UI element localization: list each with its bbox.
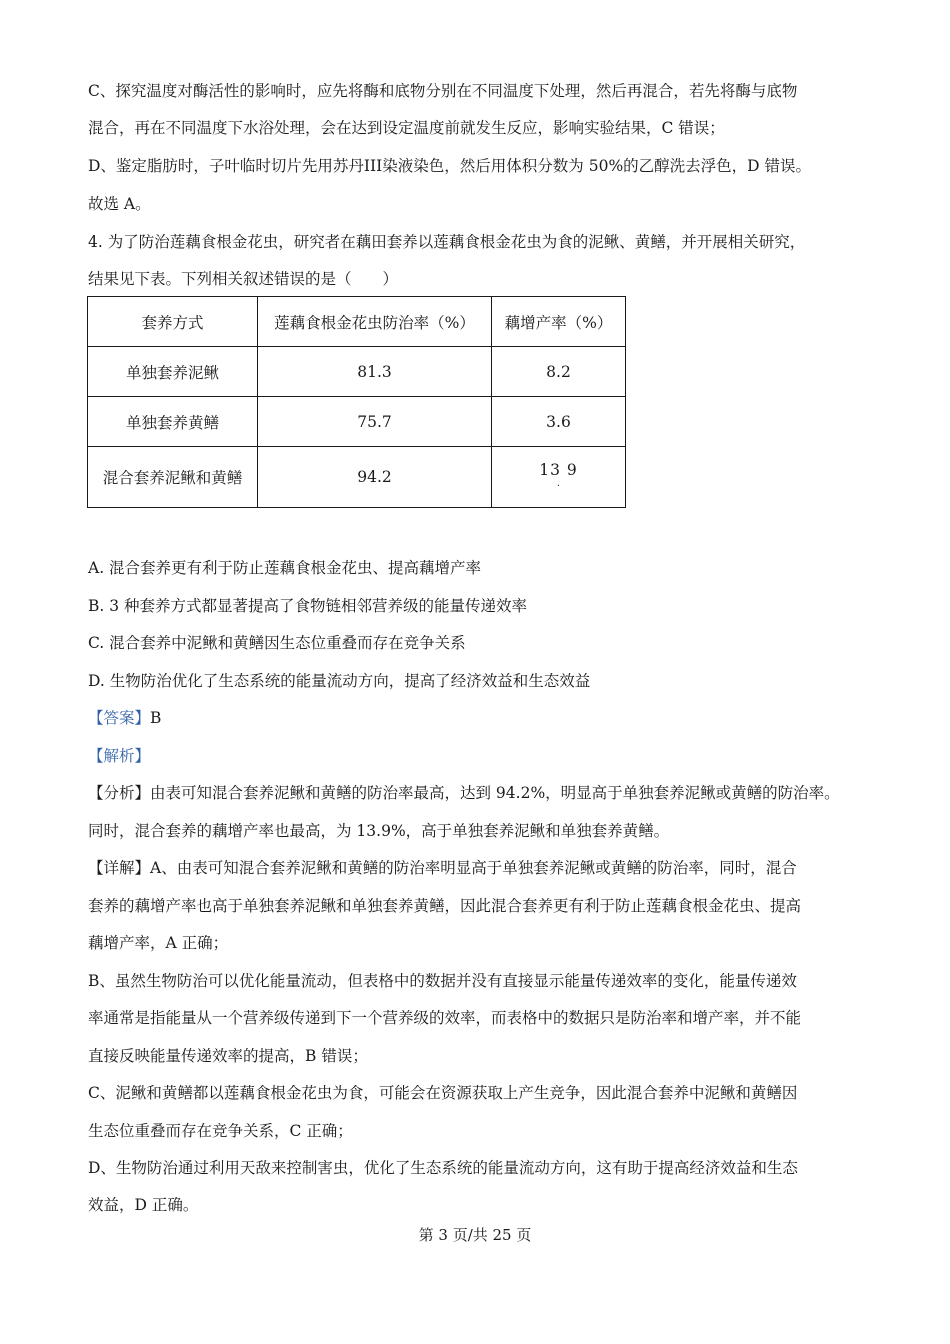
table-header-row <box>88 297 626 347</box>
results-table <box>87 296 626 508</box>
option-a: A. 混合套养更有利于防止莲藕食根金花虫、提高藕增产率 <box>88 559 482 577</box>
option-b: B. 3 种套养方式都显著提高了食物链相邻营养级的能量传递效率 <box>88 597 528 615</box>
option-d: D. 生物防治优化了生态系统的能量流动方向，提高了经济效益和生态效益 <box>88 672 591 690</box>
table-cell <box>492 447 626 508</box>
table-header-cell: 套养方式 <box>88 297 258 347</box>
table-header-cell: 藕增产率（%） <box>492 297 626 347</box>
table-cell: 81.3 <box>258 347 492 397</box>
analysis-line: 【详解】A、由表可知混合套养泥鳅和黄鳝的防治率明显高于单独套养泥鳅或黄鳝的防治率，同时，混合 <box>88 859 797 877</box>
analysis-line: 藕增产率，A 正确； <box>88 934 229 952</box>
question-4-stem-2: 结果见下表。下列相关叙述错误的是（ ） <box>88 270 399 288</box>
table-cell-mark: . <box>556 478 561 489</box>
table-row <box>88 347 626 397</box>
table-row <box>88 447 626 508</box>
answer-label: 【答案】 <box>88 709 151 727</box>
analysis-line: D、生物防治通过利用天敌来控制害虫，优化了生态系统的能量流动方向，这有助于提高经济效益和生态 <box>88 1159 798 1177</box>
analysis-line: 【分析】由表可知混合套养泥鳅和黄鳝的防治率最高，达到 94.2%，明显高于单独套养泥鳅或黄鳝的防治率。 <box>88 784 840 802</box>
table-cell: 单独套养泥鳅 <box>88 347 258 397</box>
table-row <box>88 397 626 447</box>
table-cell: 3.6 <box>492 397 626 447</box>
page-number-footer: 第 3 页/共 25 页 <box>418 1226 532 1244</box>
question-4-stem-1: 4. 为了防治莲藕食根金花虫，研究者在藕田套养以莲藕食根金花虫为食的泥鳅、黄鳝，并开展相关研究， <box>88 233 806 251</box>
answer-value: B <box>150 709 162 727</box>
analysis-line: C、泥鳅和黄鳝都以莲藕食根金花虫为食，可能会在资源获取上产生竞争，因此混合套养中泥鳅和黄鳝因 <box>88 1084 798 1102</box>
text-line-d-explanation: D、鉴定脂肪时，子叶临时切片先用苏丹III染液染色，然后用体积分数为 50%的乙醇洗去浮色，D 错误。 <box>88 157 812 175</box>
table-cell: 混合套养泥鳅和黄鳝 <box>88 447 258 508</box>
text-line-c-explanation-1: C、探究温度对酶活性的影响时，应先将酶和底物分别在不同温度下处理，然后再混合，若先将酶与底物 <box>88 82 798 100</box>
analysis-label: 【解析】 <box>88 747 151 765</box>
table-header-cell: 莲藕食根金花虫防治率（%） <box>258 297 492 347</box>
table-cell: 75.7 <box>258 397 492 447</box>
table-cell-value: 13 9 <box>539 461 578 479</box>
analysis-line: 同时，混合套养的藕增产率也最高，为 13.9%，高于单独套养泥鳅和单独套养黄鳝。 <box>88 822 670 840</box>
analysis-line: 率通常是指能量从一个营养级传递到下一个营养级的效率，而表格中的数据只是防治率和增产率，并不能 <box>88 1009 802 1027</box>
analysis-line: 效益，D 正确。 <box>88 1196 199 1214</box>
text-line-c-explanation-2: 混合，再在不同温度下水浴处理，会在达到设定温度前就发生反应，影响实验结果，C 错误； <box>88 119 725 137</box>
text-line-choose-a: 故选 A。 <box>88 195 151 213</box>
analysis-line: 套养的藕增产率也高于单独套养泥鳅和单独套养黄鳝，因此混合套养更有利于防止莲藕食根金花虫、提高 <box>88 897 802 915</box>
table-cell: 94.2 <box>258 447 492 508</box>
analysis-line: 直接反映能量传递效率的提高，B 错误； <box>88 1047 368 1065</box>
table-cell: 8.2 <box>492 347 626 397</box>
analysis-line: 生态位重叠而存在竞争关系，C 正确； <box>88 1122 353 1140</box>
table-cell: 单独套养黄鳝 <box>88 397 258 447</box>
analysis-line: B、虽然生物防治可以优化能量流动，但表格中的数据并没有直接显示能量传递效率的变化，能量传递效 <box>88 972 797 990</box>
answer-line <box>88 707 890 729</box>
option-c: C. 混合套养中泥鳅和黄鳝因生态位重叠而存在竞争关系 <box>88 634 466 652</box>
